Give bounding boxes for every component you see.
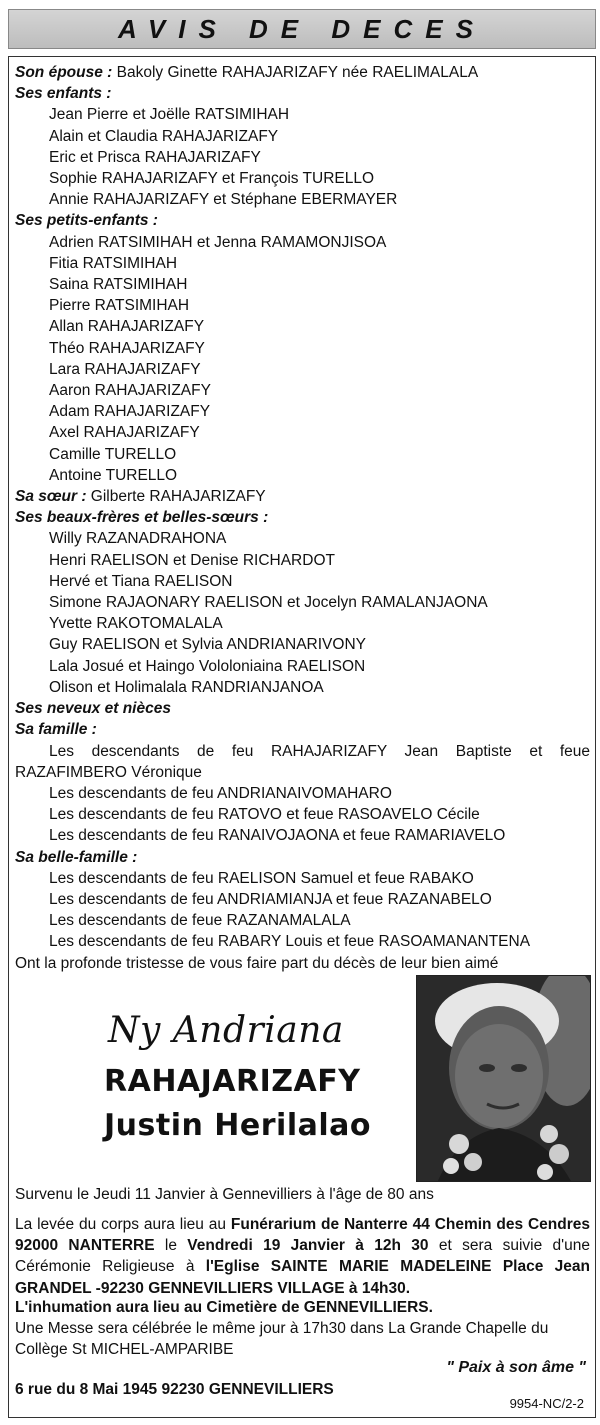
grandchild-item: Saina RATSIMIHAH [49, 276, 188, 294]
deceased-surname: RAHAJARIZAFY [104, 1064, 361, 1099]
famille-label: Sa famille : [15, 721, 97, 739]
bellefamille-item: Les descendants de feu ANDRIAMIANJA et feue RAZANABELO [49, 890, 492, 908]
burial-info: L'inhumation aura lieu au Cimetière de GENNEVILLIERS. [15, 1299, 433, 1316]
ceremony-date: Vendredi 19 Janvier à 12h 30 [187, 1237, 429, 1255]
ceremony-text: le [154, 1237, 188, 1255]
inlaw-item: Willy RAZANADRAHONA [49, 530, 227, 548]
spouse-name: Bakoly Ginette RAHAJARIZAFY née RAELIMALALA [116, 64, 479, 81]
grandchild-item: Camille TURELLO [49, 445, 177, 463]
spouse-line [15, 62, 590, 83]
child-item: Eric et Prisca RAHAJARIZAFY [49, 148, 261, 166]
inlaws-label: Ses beaux-frères et belles-sœurs : [15, 509, 269, 527]
inlaw-item: Hervé et Tiana RAELISON [49, 572, 233, 590]
child-item: Sophie RAHAJARIZAFY et François TURELLO [49, 170, 375, 188]
closing-phrase: " Paix à son âme " [446, 1359, 586, 1376]
inlaw-item: Lala Josué et Haingo Vololoniaina RAELISON [49, 657, 366, 675]
grandchild-item: Antoine TURELLO [49, 466, 178, 484]
inlaw-item: Simone RAJAONARY RAELISON et Jocelyn RAMALANJAONA [49, 594, 488, 612]
portrait-photo [416, 975, 591, 1182]
burial-mass-info [15, 1297, 590, 1361]
ceremony-text: La levée du corps aura lieu au [15, 1216, 231, 1233]
grandchild-item: Théo RAHAJARIZAFY [49, 339, 205, 357]
inlaw-item: Yvette RAKOTOMALALA [49, 615, 223, 633]
grandchild-item: Adrien RATSIMIHAH et Jenna RAMAMONJISOA [49, 233, 387, 251]
famille-item: Les descendants de feu RATOVO et feue RASOAVELO Cécile [49, 806, 480, 824]
bellefamille-item: Les descendants de feu RABARY Louis et feue RASOAMANANTENA [49, 933, 531, 951]
grandchild-item: Aaron RAHAJARIZAFY [49, 382, 211, 400]
funerarium-address: Funérarium de Nanterre 44 Chemin des Cendres 92000 NANTERRE [15, 1216, 590, 1255]
grandchild-item: Axel RAHAJARIZAFY [49, 424, 200, 442]
death-info: Survenu le Jeudi 11 Janvier à Gennevilliers à l'âge de 80 ans [15, 1186, 434, 1203]
notice-reference: 9954-NC/2-2 [509, 1396, 584, 1411]
bellefamille-label: Sa belle-famille : [15, 848, 138, 866]
spouse-label: Son épouse : [15, 64, 113, 81]
grandchildren-label: Ses petits-enfants : [15, 212, 158, 230]
church-address: l'Eglise SAINTE MARIE MADELEINE Place Jean GRANDEL -92230 GENNEVILLIERS VILLAGE à 14h30. [15, 1258, 590, 1297]
grandchild-item: Allan RAHAJARIZAFY [49, 318, 205, 336]
grandchild-item: Fitia RATSIMIHAH [49, 254, 178, 272]
grandchild-item: Adam RAHAJARIZAFY [49, 403, 211, 421]
famille-item-first: Les descendants de feu RAHAJARIZAFY Jean Baptiste et feue [49, 742, 590, 760]
child-item: Alain et Claudia RAHAJARIZAFY [49, 127, 279, 145]
inlaw-item: Olison et Holimalala RANDRIANJANOA [49, 678, 324, 696]
bellefamille-item: Les descendants de feue RAZANAMALALA [49, 912, 351, 930]
announcement: Ont la profonde tristesse de vous faire part du décès de leur bien aimé [15, 954, 499, 972]
inlaw-item: Henri RAELISON et Denise RICHARDOT [49, 551, 335, 569]
children-label: Ses enfants : [15, 85, 112, 103]
sister-label: Sa sœur : [15, 488, 87, 506]
famille-item: Les descendants de feu ANDRIANAIVOMAHARO [49, 784, 392, 802]
notice-header [8, 9, 596, 49]
sister-line [15, 486, 590, 507]
bellefamille-item: Les descendants de feu RAELISON Samuel et feue RABAKO [49, 869, 474, 887]
notice-title: AVIS DE DECES [118, 13, 486, 44]
nephews-label: Ses neveux et nièces [15, 700, 171, 718]
grandchild-item: Lara RAHAJARIZAFY [49, 360, 201, 378]
family-list [15, 62, 590, 974]
grandchild-item: Pierre RATSIMIHAH [49, 297, 190, 315]
famille-item: Les descendants de feu RANAIVOJAONA et feue RAMARIAVELO [49, 827, 506, 845]
mass-info: Une Messe sera célébrée le même jour à 17h30 dans La Grande Chapelle du Collège St MICHEL-AMPARIBE [15, 1320, 549, 1359]
ceremony-info [15, 1214, 590, 1299]
ceremony-text: et sera suivie d'une Cérémonie Religieuse à [15, 1237, 590, 1276]
honorific-title: Ny Andriana [108, 1010, 344, 1051]
deceased-given-names: Justin Herilalao [104, 1108, 371, 1143]
famille-item-first-cont: RAZAFIMBERO Véronique [15, 763, 202, 781]
inlaw-item: Guy RAELISON et Sylvia ANDRIANARIVONY [49, 636, 366, 654]
sister-name: Gilberte RAHAJARIZAFY [90, 488, 266, 506]
child-item: Jean Pierre et Joëlle RATSIMIHAH [49, 106, 290, 124]
portrait-image [417, 976, 591, 1182]
family-address: 6 rue du 8 Mai 1945 92230 GENNEVILLIERS [15, 1381, 334, 1398]
child-item: Annie RAHAJARIZAFY et Stéphane EBERMAYER [49, 191, 398, 209]
